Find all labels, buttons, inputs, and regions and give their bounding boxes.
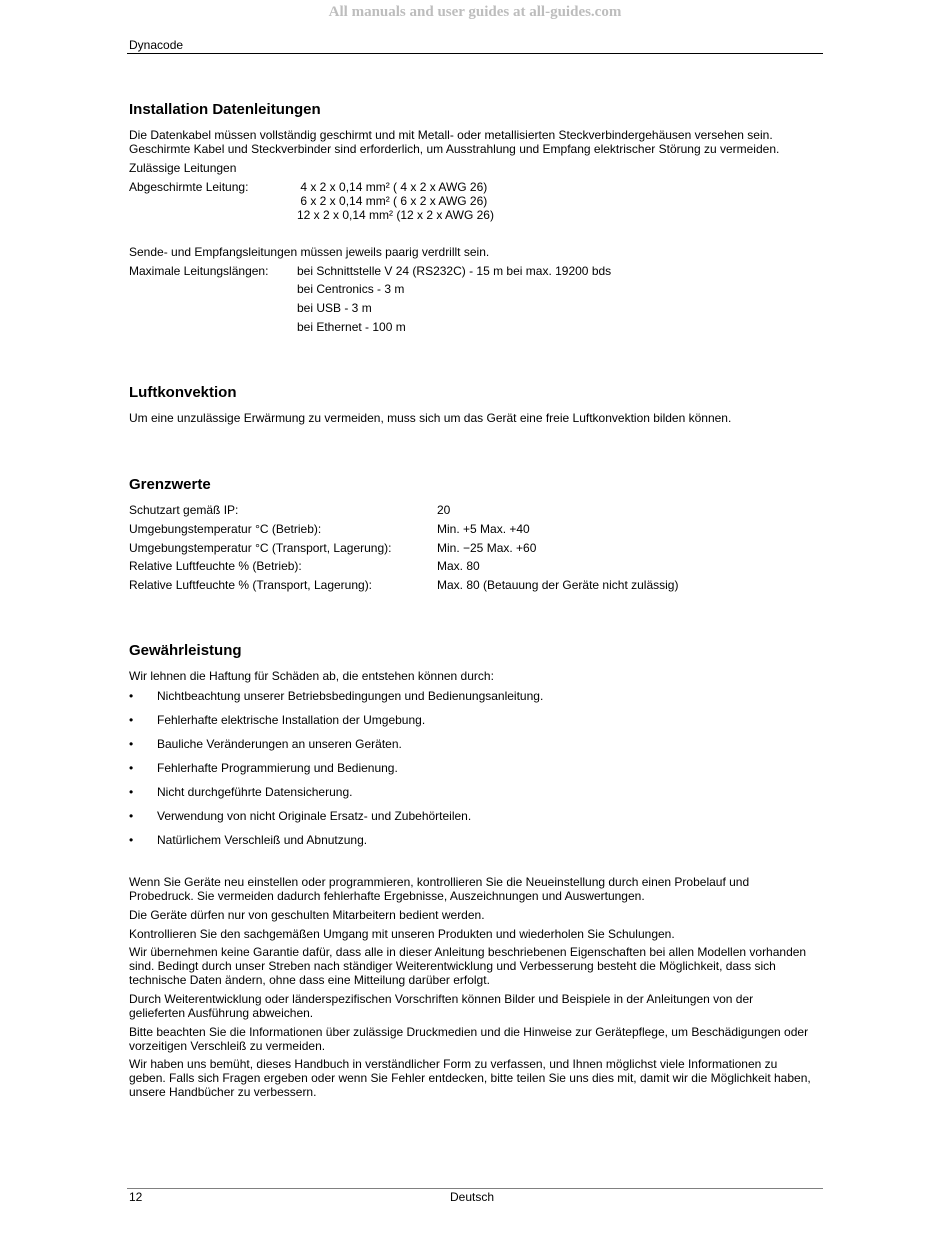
twisted-pair-note: Sende- und Empfangsleitungen müssen jeweils paarig verdrillt sein. (129, 245, 490, 259)
warranty-bullet-item: Fehlerhafte elektrische Installation der Umgebung. (157, 713, 426, 727)
limit-value: 20 (437, 503, 451, 517)
warranty-paragraph (129, 875, 829, 903)
paragraph-line: Wenn Sie Geräte neu einstellen oder programmieren, kontrollieren Sie die Neueinstellung durch einen Probelauf und (129, 875, 750, 889)
paragraph-line: Kontrollieren Sie den sachgemäßen Umgang mit unseren Produkten und wiederholen Sie Schulungen. (129, 927, 675, 941)
max-length-value: bei Schnittstelle V 24 (RS232C) - 15 m bei max. 19200 bds (297, 264, 612, 278)
bullet-marker: • (129, 761, 134, 775)
installation-intro-line-1: Die Datenkabel müssen vollständig geschirmt und mit Metall- oder metallisierten Steckverbindergehäusen versehen sein. (129, 128, 773, 142)
shielded-cable-label: Abgeschirmte Leitung: (129, 180, 249, 194)
paragraph-line: vorzeitigen Verschleiß zu vermeiden. (129, 1039, 326, 1053)
paragraph-line: Wir haben uns bemüht, dieses Handbuch in verständlicher Form zu verfassen, und Ihnen möglichst viele Informationen zu (129, 1057, 778, 1071)
paragraph-line: Durch Weiterentwicklung oder länderspezifischen Vorschriften können Bilder und Beispiele in der Anleitungen von der (129, 992, 754, 1006)
installation-intro-line-2: Geschirmte Kabel und Steckverbinder sind erforderlich, um Ausstrahlung und Empfang elektrischer Störung zu vermeiden. (129, 142, 780, 156)
section-heading-installation: Installation Datenleitungen (129, 101, 321, 118)
warranty-paragraph (129, 945, 829, 987)
watermark-text: All manuals and user guides at all-guides.com (328, 4, 622, 20)
warranty-bullet-item: Bauliche Veränderungen an unseren Geräten. (157, 737, 402, 751)
warranty-bullet-item: Nichtbeachtung unserer Betriebsbedingungen und Bedienungsanleitung. (157, 689, 544, 703)
limit-label: Schutzart gemäß IP: (129, 503, 239, 517)
warranty-intro: Wir lehnen die Haftung für Schäden ab, die entstehen können durch: (129, 669, 494, 683)
limit-value: Max. 80 (Betauung der Geräte nicht zulässig) (437, 578, 679, 592)
paragraph-line: Die Geräte dürfen nur von geschulten Mitarbeitern bedient werden. (129, 908, 485, 922)
max-length-value: bei Ethernet - 100 m (297, 320, 406, 334)
limit-value: Max. 80 (437, 559, 480, 573)
section-heading-convection: Luftkonvektion (129, 384, 237, 401)
max-length-label: Maximale Leitungslängen: (129, 264, 269, 278)
paragraph-line: Bitte beachten Sie die Informationen über zulässige Druckmedien und die Hinweise zur Gerätepflege, um Beschädigungen oder (129, 1025, 809, 1039)
paragraph-line: gelieferten Ausführung abweichen. (129, 1006, 314, 1020)
bullet-marker: • (129, 689, 134, 703)
section-heading-limits: Grenzwerte (129, 476, 211, 493)
header-rule (127, 53, 823, 54)
paragraph-line: unsere Handbücher zu verbessern. (129, 1085, 317, 1099)
shielded-cable-spec: 12 x 2 x 0,14 mm² (12 x 2 x AWG 26) (297, 208, 494, 222)
warranty-bullet-item: Natürlichem Verschleiß und Abnutzung. (157, 833, 368, 847)
warranty-bullet-item: Fehlerhafte Programmierung und Bedienung. (157, 761, 398, 775)
page-number: 12 (129, 1190, 143, 1204)
limit-label: Relative Luftfeuchte % (Transport, Lagerung): (129, 578, 373, 592)
paragraph-line: sind. Bedingt durch unser Streben nach ständiger Weiterentwicklung und Verbesserung besteht die Möglichkeit, dass sich (129, 959, 776, 973)
footer-language: Deutsch (450, 1190, 495, 1204)
warranty-bullet-item: Verwendung von nicht Originale Ersatz- und Zubehörteilen. (157, 809, 472, 823)
bullet-marker: • (129, 713, 134, 727)
max-length-value: bei Centronics - 3 m (297, 282, 405, 296)
header-title: Dynacode (129, 38, 184, 52)
permitted-cables-label: Zulässige Leitungen (129, 161, 237, 175)
bullet-marker: • (129, 833, 134, 847)
warranty-paragraph (129, 927, 829, 941)
paragraph-line: geben. Falls sich Fragen ergeben oder wenn Sie Fehler entdecken, bitte teilen Sie uns dies mit, damit wir die Möglichkeit haben, (129, 1071, 811, 1085)
limit-value: Min. −25 Max. +60 (437, 541, 537, 555)
warranty-paragraph (129, 992, 829, 1020)
shielded-cable-spec: 6 x 2 x 0,14 mm² ( 6 x 2 x AWG 26) (297, 194, 488, 208)
convection-text: Um eine unzulässige Erwärmung zu vermeiden, muss sich um das Gerät eine freie Luftkonvektion bilden können. (129, 411, 732, 425)
shielded-cable-spec: 4 x 2 x 0,14 mm² ( 4 x 2 x AWG 26) (297, 180, 488, 194)
warranty-paragraph (129, 908, 829, 922)
paragraph-line: Wir übernehmen keine Garantie dafür, dass alle in dieser Anleitung beschriebenen Eigenschaften bei allen Modellen vorhanden (129, 945, 807, 959)
bullet-marker: • (129, 737, 134, 751)
section-heading-warranty: Gewährleistung (129, 642, 242, 659)
limit-label: Umgebungstemperatur °C (Transport, Lagerung): (129, 541, 392, 555)
max-length-value: bei USB - 3 m (297, 301, 372, 315)
warranty-bullet-item: Nicht durchgeführte Datensicherung. (157, 785, 353, 799)
bullet-marker: • (129, 809, 134, 823)
warranty-paragraph (129, 1057, 829, 1099)
limit-value: Min. +5 Max. +40 (437, 522, 530, 536)
limit-label: Umgebungstemperatur °C (Betrieb): (129, 522, 322, 536)
warranty-paragraph (129, 1025, 829, 1053)
paragraph-line: Probedruck. Sie vermeiden dadurch fehlerhafte Ergebnisse, Auszeichnungen und Auswertungen. (129, 889, 645, 903)
limit-label: Relative Luftfeuchte % (Betrieb): (129, 559, 302, 573)
footer-rule (127, 1188, 823, 1189)
paragraph-line: technische Daten ändern, ohne dass eine Mitteilung darüber erfolgt. (129, 973, 490, 987)
bullet-marker: • (129, 785, 134, 799)
